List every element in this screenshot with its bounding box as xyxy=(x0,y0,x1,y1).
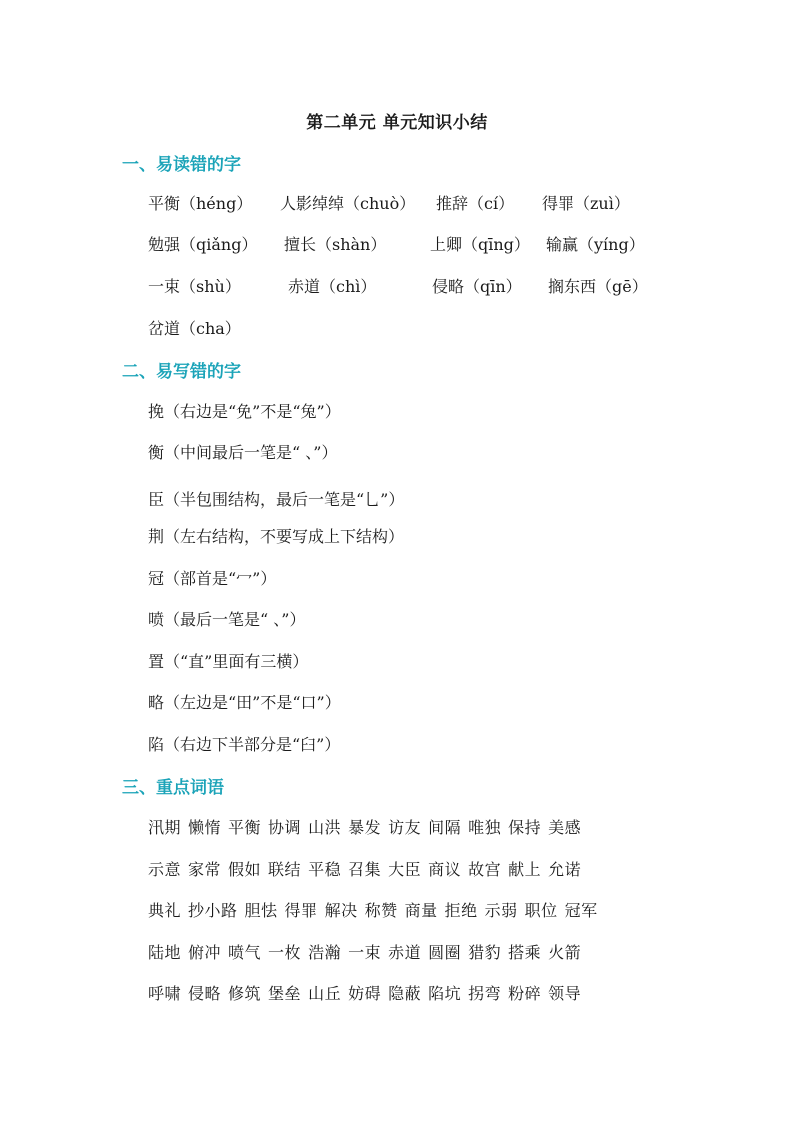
list-item: 喷（最后一笔是“ 、”） xyxy=(148,610,306,629)
vocab-word: 拐弯 xyxy=(468,984,502,1003)
vocab-word: 陷坑 xyxy=(428,984,462,1003)
vocab-word: 一枚 xyxy=(268,943,302,962)
vocab-word: 粉碎 xyxy=(508,984,542,1003)
vocab-word: 陆地 xyxy=(148,943,182,962)
vocab-row xyxy=(148,898,605,921)
list-item: 挽（右边是“免”不是“兔”） xyxy=(148,402,341,421)
vocab-word: 喷气 xyxy=(228,943,262,962)
vocab-word: 得罪 xyxy=(284,901,318,920)
list-item: 侵略（qīn） xyxy=(432,277,522,296)
vocab-word: 故宫 xyxy=(468,860,502,879)
vocab-word: 解决 xyxy=(324,901,358,920)
vocab-word: 俯冲 xyxy=(188,943,222,962)
vocab-word: 美感 xyxy=(548,818,582,837)
vocab-word: 堡垒 xyxy=(268,984,302,1003)
vocab-word: 平衡 xyxy=(228,818,262,837)
vocab-word: 赤道 xyxy=(388,943,422,962)
list-item: 荆（左右结构，不要写成上下结构） xyxy=(148,527,405,546)
list-item: 置（“直”里面有三横） xyxy=(148,652,309,671)
list-item: 推辞（cí） xyxy=(436,194,515,213)
page-title: 第二单元 单元知识小结 xyxy=(306,113,488,133)
vocab-word: 领导 xyxy=(548,984,582,1003)
vocab-word: 允诺 xyxy=(548,860,582,879)
list-item: 平衡（héng） xyxy=(148,194,253,213)
vocab-word: 保持 xyxy=(508,818,542,837)
vocab-word: 唯独 xyxy=(468,818,502,837)
vocab-word: 召集 xyxy=(348,860,382,879)
vocab-word: 猎豹 xyxy=(468,943,502,962)
list-item: 上卿（qīng） xyxy=(430,235,530,254)
section-heading-key-words: 三、重点词语 xyxy=(122,778,224,798)
vocab-word: 一束 xyxy=(348,943,382,962)
list-item: 输赢（yíng） xyxy=(546,235,645,254)
list-item: 得罪（zuì） xyxy=(542,194,630,213)
vocab-word: 称赞 xyxy=(364,901,398,920)
vocab-word: 联结 xyxy=(268,860,302,879)
vocab-row xyxy=(148,815,588,838)
vocab-word: 抄小路 xyxy=(188,901,238,920)
vocab-word: 暴发 xyxy=(348,818,382,837)
vocab-word: 家常 xyxy=(188,860,222,879)
vocab-word: 搭乘 xyxy=(508,943,542,962)
vocab-word: 妨碍 xyxy=(348,984,382,1003)
vocab-word: 示弱 xyxy=(484,901,518,920)
list-item: 岔道（cha） xyxy=(148,319,241,338)
list-item: 勉强（qiǎng） xyxy=(148,235,258,254)
list-item: 搁东西（gē） xyxy=(548,277,648,296)
vocab-word: 商议 xyxy=(428,860,462,879)
list-item: 臣（半包围结构，最后一笔是“乚”） xyxy=(148,490,405,509)
vocab-row xyxy=(148,940,588,963)
vocab-word: 典礼 xyxy=(148,901,182,920)
vocab-word: 山丘 xyxy=(308,984,342,1003)
vocab-word: 胆怯 xyxy=(244,901,278,920)
vocab-word: 拒绝 xyxy=(444,901,478,920)
section-heading-miswritten: 二、易写错的字 xyxy=(122,362,241,382)
vocab-word: 呼啸 xyxy=(148,984,182,1003)
list-item: 略（左边是“田”不是“口”） xyxy=(148,693,341,712)
vocab-word: 平稳 xyxy=(308,860,342,879)
vocab-word: 献上 xyxy=(508,860,542,879)
vocab-word: 隐蔽 xyxy=(388,984,422,1003)
vocab-word: 侵略 xyxy=(188,984,222,1003)
vocab-word: 圆圈 xyxy=(428,943,462,962)
vocab-word: 间隔 xyxy=(428,818,462,837)
list-item: 陷（右边下半部分是“臼”） xyxy=(148,735,341,754)
vocab-word: 修筑 xyxy=(228,984,262,1003)
list-item: 一束（shù） xyxy=(148,277,241,296)
vocab-word: 山洪 xyxy=(308,818,342,837)
vocab-word: 懒惰 xyxy=(188,818,222,837)
list-item: 赤道（chì） xyxy=(288,277,377,296)
vocab-word: 协调 xyxy=(268,818,302,837)
vocab-row xyxy=(148,981,588,1004)
vocab-row xyxy=(148,857,588,880)
vocab-word: 示意 xyxy=(148,860,182,879)
vocab-word: 商量 xyxy=(404,901,438,920)
vocab-word: 火箭 xyxy=(548,943,582,962)
list-item: 人影绰绰（chuò） xyxy=(280,194,416,213)
vocab-word: 访友 xyxy=(388,818,422,837)
list-item: 衡（中间最后一笔是“ 、”） xyxy=(148,443,338,462)
list-item: 冠（部首是“冖”） xyxy=(148,569,277,588)
vocab-word: 冠军 xyxy=(564,901,598,920)
vocab-word: 职位 xyxy=(524,901,558,920)
section-heading-misread: 一、易读错的字 xyxy=(122,155,241,175)
vocab-word: 浩瀚 xyxy=(308,943,342,962)
list-item: 擅长（shàn） xyxy=(284,235,387,254)
vocab-word: 假如 xyxy=(228,860,262,879)
vocab-word: 汛期 xyxy=(148,818,182,837)
vocab-word: 大臣 xyxy=(388,860,422,879)
